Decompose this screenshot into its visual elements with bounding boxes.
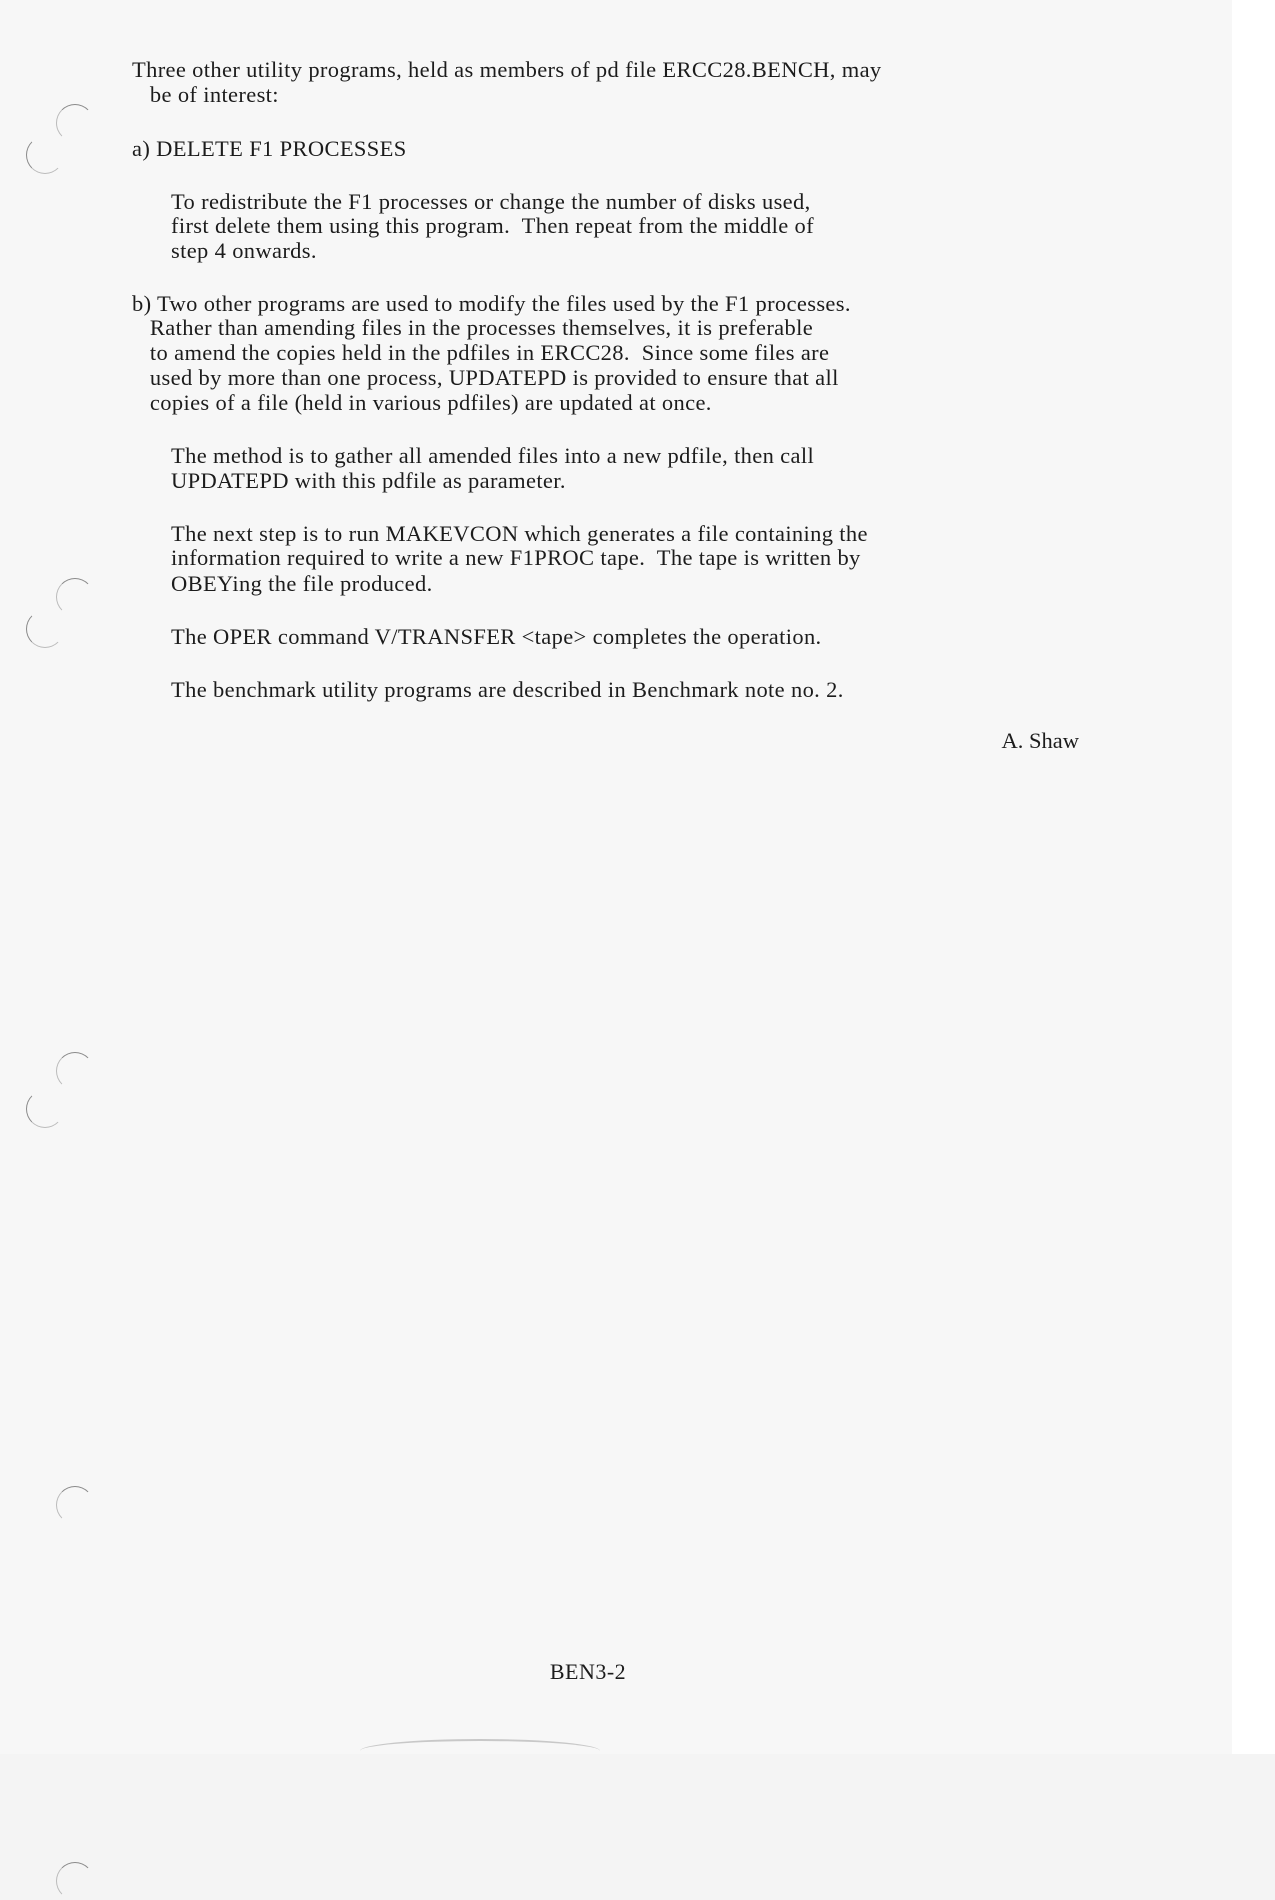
item-b-line-3: to amend the copies held in the pdfiles in ERCC28. Since some files are [132,340,830,365]
next-step-line-1: The next step is to run MAKEVCON which generates a file containing the [171,521,868,546]
punch-hole-icon [56,104,94,142]
next-step-line-3: OBEYing the file produced. [171,571,433,596]
item-a-line-3: step 4 onwards. [171,238,317,263]
item-b-line-4: used by more than one process, UPDATEPD is provided to ensure that all [132,365,839,390]
item-b-line-1: b) Two other programs are used to modify the files used by the F1 processes. [132,291,851,316]
page-footer: BEN3-2 [549,1659,627,1684]
item-b-line-2: Rather than amending files in the processes themselves, it is preferable [132,315,814,340]
punch-hole-icon [26,136,64,174]
next-step-line-2: information required to write a new F1PROC tape. The tape is written by [171,545,861,570]
intro-line-1: Three other utility programs, held as members of pd file ERCC28.BENCH, may [132,57,882,82]
punch-hole-icon [56,1862,94,1900]
punch-hole-icon [56,1052,94,1090]
method-line-1: The method is to gather all amended files into a new pdfile, then call [171,443,815,468]
item-a-line-2: first delete them using this program. Then repeat from the middle of [171,213,814,238]
item-a-heading: a) DELETE F1 PROCESSES [132,136,407,161]
punch-hole-icon [26,1090,64,1128]
punch-hole-icon [56,1486,94,1524]
item-a-line-1: To redistribute the F1 processes or change the number of disks used, [171,189,811,214]
punch-hole-icon [26,610,64,648]
punch-hole-icon [56,578,94,616]
signature: A. Shaw [1001,728,1079,753]
intro-line-2: be of interest: [132,82,279,107]
item-b-line-5: copies of a file (held in various pdfiles) are updated at once. [132,390,712,415]
benchmark-note-line: The benchmark utility programs are described in Benchmark note no. 2. [171,677,844,702]
oper-line: The OPER command V/TRANSFER <tape> completes the operation. [171,624,822,649]
method-line-2: UPDATEPD with this pdfile as parameter. [171,468,566,493]
page-edge [1232,0,1275,1754]
paper-fold-mark [360,1739,600,1763]
